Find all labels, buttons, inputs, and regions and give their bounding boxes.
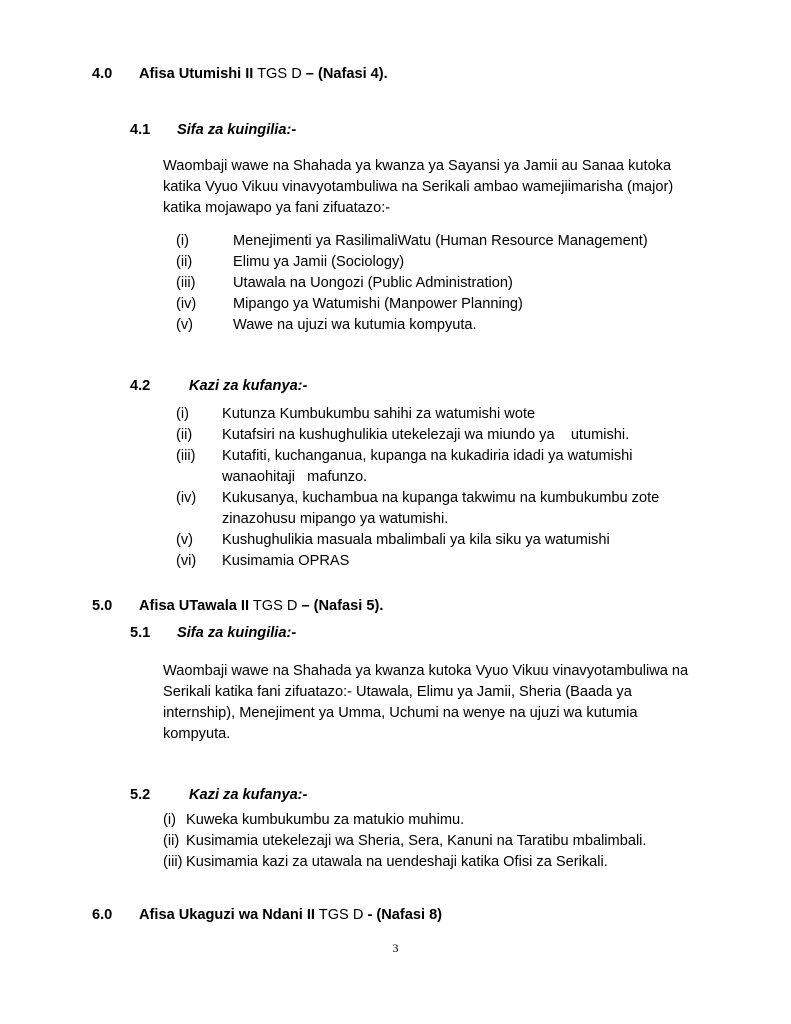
section-4-number: 4.0 (92, 66, 113, 82)
list-item: Kusimamia kazi za utawala na uendeshaji katika Ofisi za Serikali. (186, 854, 608, 870)
list-item: Kutafiti, kuchanganua, kupanga na kukadiria idadi ya watumishi (222, 448, 633, 464)
subsection-5-2-heading: Kazi za kufanya:- (189, 787, 308, 803)
paragraph-line: kompyuta. (163, 726, 231, 742)
list-marker: (iii) (176, 275, 196, 291)
section-4-title (139, 64, 388, 84)
paragraph-line: Waombaji wawe na Shahada ya kwanza ya Sayansi ya Jamii au Sanaa kutoka (163, 158, 672, 174)
paragraph-line: katika Vyuo Vikuu vinavyotambuliwa na Serikali ambao wamejiimarisha (major) (163, 179, 674, 195)
list-item-continuation: zinazohusu mipango ya watumishi. (222, 511, 449, 527)
subsection-4-2-heading: Kazi za kufanya:- (189, 378, 308, 394)
list-item: Mipango ya Watumishi (Manpower Planning) (233, 296, 523, 312)
list-item: Kushughulikia masuala mbalimbali ya kila siku ya watumishi (222, 532, 610, 548)
section-6-title (139, 905, 442, 925)
list-item: Kuweka kumbukumbu za matukio muhimu. (186, 812, 465, 828)
list-item: Kutunza Kumbukumbu sahihi za watumishi wote (222, 406, 536, 422)
list-item: Menejimenti ya RasilimaliWatu (Human Resource Management) (233, 233, 648, 249)
list-item: Wawe na ujuzi wa kutumia kompyuta. (233, 317, 477, 333)
list-item: Kukusanya, kuchambua na kupanga takwimu na kumbukumbu zote (222, 490, 660, 506)
section-5-grade: TGS D (252, 598, 298, 614)
section-4-grade: TGS D (257, 66, 302, 82)
list-marker: (ii) (163, 833, 180, 849)
subsection-4-1-heading: Sifa za kuingilia:- (177, 122, 297, 138)
section-5-title (139, 596, 383, 616)
subsection-4-1-number: 4.1 (130, 122, 151, 138)
list-item: Utawala na Uongozi (Public Administration) (233, 275, 513, 291)
section-6-title-tail: - (Nafasi 8) (367, 907, 443, 923)
list-item-continuation: wanaohitaji mafunzo. (222, 469, 368, 485)
subsection-5-1-number: 5.1 (130, 625, 151, 641)
paragraph-line: katika mojawapo ya fani zifuatazo:- (163, 200, 391, 216)
section-6-grade: TGS D (318, 907, 364, 923)
list-marker: (ii) (176, 427, 193, 443)
list-item: Elimu ya Jamii (Sociology) (233, 254, 405, 270)
list-item: Kusimamia OPRAS (222, 553, 350, 569)
list-marker: (iii) (176, 448, 196, 464)
list-marker: (i) (176, 406, 189, 422)
list-marker: (i) (176, 233, 189, 249)
page-number: 3 (392, 941, 399, 955)
list-marker: (v) (176, 532, 194, 548)
section-5-title-bold: Afisa UTawala II (139, 598, 250, 614)
subsection-4-1-paragraph (163, 156, 715, 219)
section-5-number: 5.0 (92, 598, 113, 614)
paragraph-line: internship), Menejiment ya Umma, Uchumi na wenye na ujuzi wa kutumia (163, 705, 638, 721)
list-marker: (iv) (176, 490, 197, 506)
subsection-5-1-paragraph (163, 661, 715, 745)
section-5-title-tail: – (Nafasi 5). (301, 598, 384, 614)
list-marker: (v) (176, 317, 194, 333)
subsection-5-1-heading: Sifa za kuingilia:- (177, 625, 297, 641)
list-marker: (ii) (176, 254, 193, 270)
list-item: Kutafsiri na kushughulikia utekelezaji wa miundo ya utumishi. (222, 427, 630, 443)
section-6-number: 6.0 (92, 907, 113, 923)
list-item: Kusimamia utekelezaji wa Sheria, Sera, Kanuni na Taratibu mbalimbali. (186, 833, 647, 849)
section-6-title-bold: Afisa Ukaguzi wa Ndani II (139, 907, 315, 923)
subsection-5-2-number: 5.2 (130, 787, 151, 803)
list-marker: (i) (163, 812, 176, 828)
paragraph-line: Waombaji wawe na Shahada ya kwanza kutoka Vyuo Vikuu vinavyotambuliwa na (163, 663, 689, 679)
list-marker: (iv) (176, 296, 197, 312)
section-4-title-bold: Afisa Utumishi II (139, 66, 254, 82)
paragraph-line: Serikali katika fani zifuatazo:- Utawala, Elimu ya Jamii, Sheria (Baada ya (163, 684, 632, 700)
list-marker: (vi) (176, 553, 197, 569)
subsection-4-2-number: 4.2 (130, 378, 151, 394)
list-marker: (iii) (163, 854, 183, 870)
section-4-title-tail: – (Nafasi 4). (305, 66, 388, 82)
